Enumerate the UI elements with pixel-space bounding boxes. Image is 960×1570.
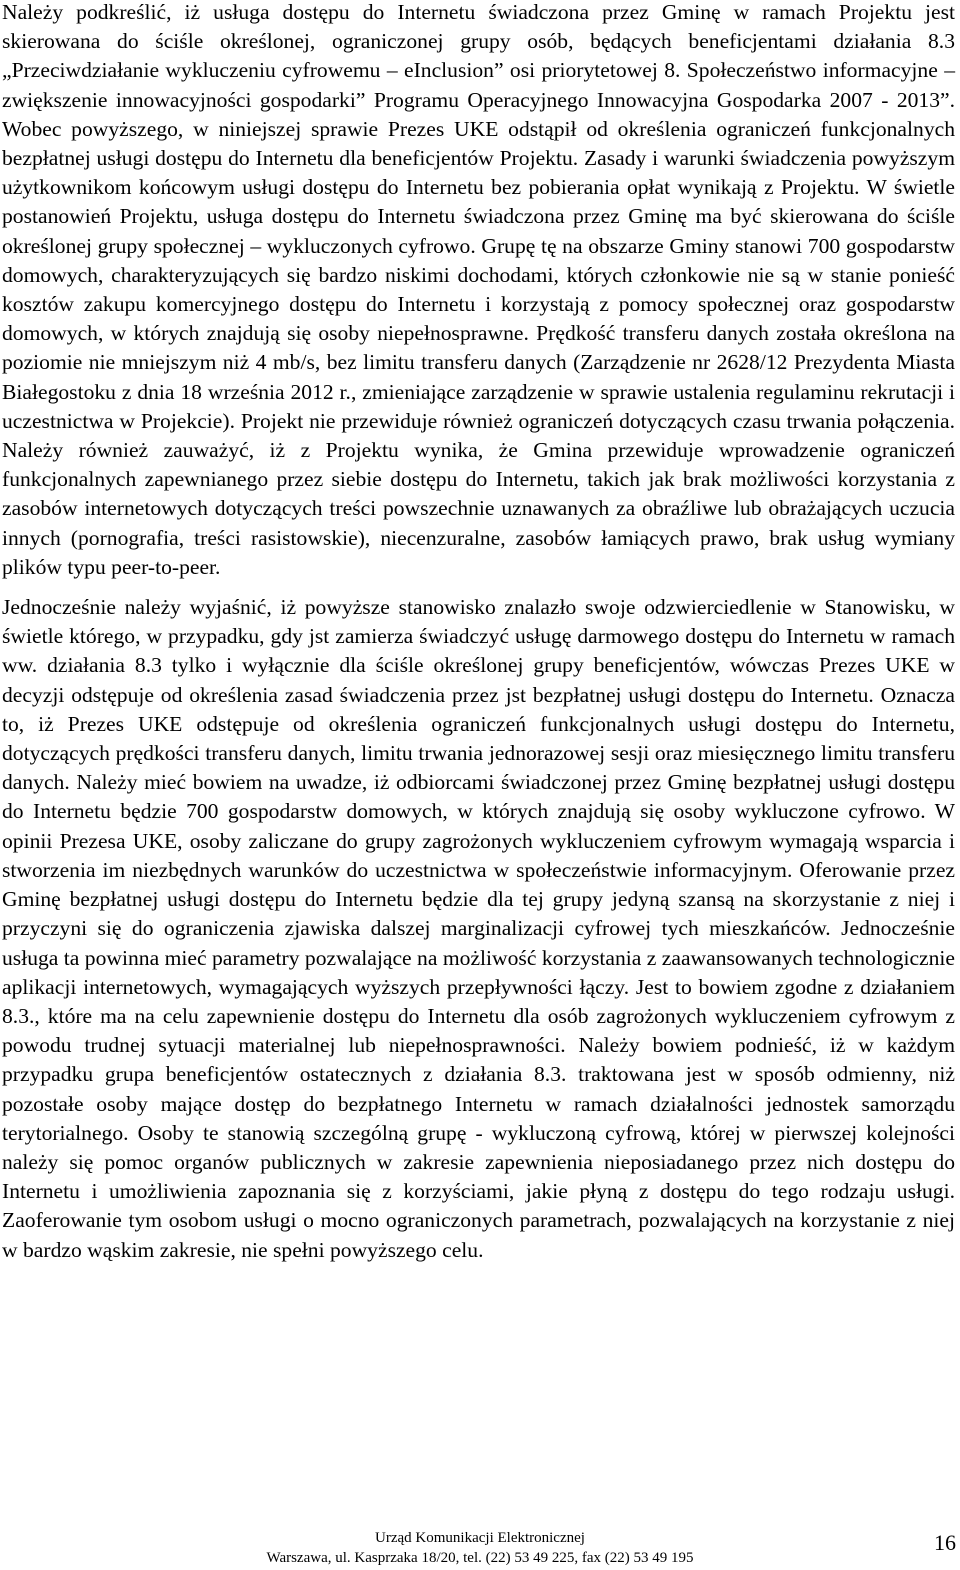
footer-contact [200,1528,760,1568]
footer-address: Warszawa, ul. Kasprzaka 18/20, tel. (22) 53 49 225, fax (22) 53 49 195 [266,1550,694,1566]
paragraph-1: Należy podkreślić, iż usługa dostępu do Internetu świadczona przez Gminę w ramach Projektu jest skierowana do ściśle określonej, ograniczonej grupy osób, będących beneficjentami działania 8.3 „Przeciwdziałanie wykluczeniu cyfrowemu – eInclusion” osi priorytetowej 8. Społeczeństwo informacyjne – zwiększenie innowacyjności gospodarki” Programu Operacyjnego Innowacyjna Gospodarka 2007 - 2013”. Wobec powyższego, w niniejszej sprawie Prezes UKE odstąpił od określenia ograniczeń funkcjonalnych bezpłatnej usługi dostępu do Internetu dla beneficjentów Projektu. Zasady i warunki świadczenia powyższym użytkownikom końcowym usługi dostępu do Internetu bez pobierania opłat wynikają z Projektu. W świetle postanowień Projektu, usługa dostępu do Internetu świadczona przez Gminę ma być skierowana do ściśle określonej grupy społecznej – wykluczonych cyfrowo. Grupę tę na obszarze Gminy stanowi 700 gospodarstw domowych, charakteryzujących się bardzo niskimi dochodami, których członkowie nie są w stanie ponieść kosztów zakupu komercyjnego dostępu do Internetu i korzystają z pomocy społecznej oraz gospodarstw domowych, w których znajdują się osoby niepełnosprawne. Prędkość transferu danych została określona na poziomie nie mniejszym niż 4 mb/s, bez limitu transferu danych (Zarządzenie nr 2628/12 Prezydenta Miasta Białegostoku z dnia 18 września 2012 r., zmieniające zarządzenie w sprawie ustalenia regulaminu rekrutacji i uczestnictwa w Projekcie). Projekt nie przewiduje również ograniczeń dotyczących czasu trwania połączenia. Należy również zauważyć, iż z Projektu wynika, że Gmina przewiduje wprowadzenie ograniczeń funkcjonalnych zapewnianego przez siebie dostępu do Internetu, takich jak brak możliwości korzystania z zasobów internetowych dotyczących treści powszechnie uznawanych za obraźliwe lub obrażających uczucia innych (pornografia, treści rasistowskie), niecenzuralne, zasobów łamiących prawo, brak usług wymiany plików typu peer-to-peer. [2,0,955,579]
footer-organization: Urząd Komunikacji Elektronicznej [375,1530,585,1546]
page-number: 16 [934,1530,956,1555]
paragraph-2: Jednocześnie należy wyjaśnić, iż powyższe stanowisko znalazło swoje odzwierciedlenie w Stanowisku, w świetle którego, w przypadku, gdy jst zamierza świadczyć usługę darmowego dostępu do Internetu w ramach ww. działania 8.3 tylko i wyłącznie dla ściśle określonej grupy beneficjentów, wówczas Prezes UKE w decyzji odstępuje od określenia zasad świadczenia przez jst bezpłatnej usługi dostępu do Internetu. Oznacza to, iż Prezes UKE odstępuje od określenia ograniczeń funkcjonalnych usługi dostępu do Internetu, dotyczących prędkości transferu danych, limitu trwania jednorazowej sesji oraz miesięcznego limitu transferu danych. Należy mieć bowiem na uwadze, iż odbiorcami świadczonej przez Gminę bezpłatnej usługi dostępu do Internetu będzie 700 gospodarstw domowych, w których znajdują się osoby wykluczone cyfrowo. W opinii Prezesa UKE, osoby zaliczane do grupy zagrożonych wykluczeniem cyfrowym wymagają wsparcia i stworzenia im niezbędnych warunków do uczestnictwa w społeczeństwie informacyjnym. Oferowanie przez Gminę bezpłatnej usługi dostępu do Internetu będzie dla tej grupy jedyną szansą na skorzystanie z niej i przyczyni się do ograniczenia zjawiska dalszej marginalizacji cyfrowej tych mieszkańców. Jednocześnie usługa ta powinna mieć parametry pozwalające na możliwość korzystania z zaawansowanych technologicznie aplikacji internetowych, wymagających wyższych przepływności łączy. Jest to bowiem zgodne z działaniem 8.3., które ma na celu zapewnienie dostępu do Internetu dla osób zagrożonych wykluczeniem cyfrowym z powodu trudnej sytuacji materialnej lub niepełnosprawności. Należy bowiem podnieść, iż w każdym przypadku grupa beneficjentów ostatecznych z działania 8.3. traktowana jest w sposób odmienny, niż pozostałe osoby mające dostęp do bezpłatnego Internetu w ramach działalności jednostek samorządu terytorialnego. Osoby te stanowią szczególną grupę - wykluczoną cyfrową, której w pierwszej kolejności należy się pomoc organów publicznych w zakresie zapewnienia nieposiadanego przez nich dostępu do Internetu i umożliwienia zapoznania się z korzyściami, jakie płyną z dostępu do tego rodzaju usługi. Zaoferowanie tym osobom usługi o mocno ograniczonych parametrach, pozwalających na korzystanie z niej w bardzo wąskim zakresie, nie spełni powyższego celu. [2,595,955,1262]
page-footer [0,1528,960,1570]
document-body [2,0,955,1265]
